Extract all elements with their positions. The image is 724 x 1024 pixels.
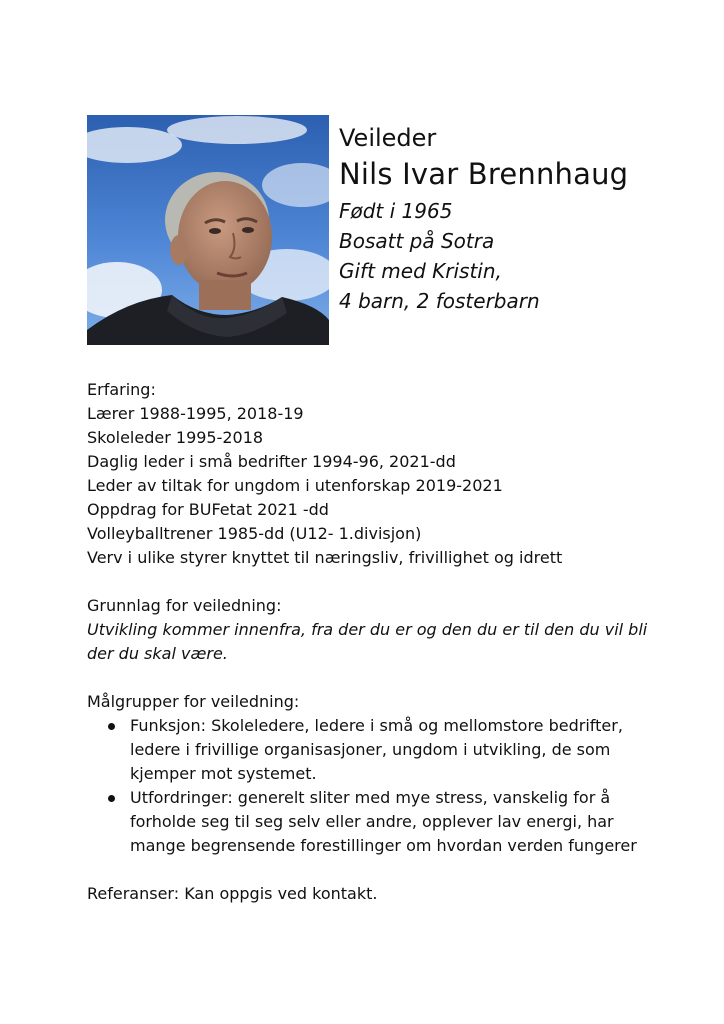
- bullet-icon: [108, 795, 115, 802]
- list-item: [130, 714, 657, 786]
- fact-residence: Bosatt på Sotra: [339, 229, 495, 253]
- target-group-function: Funksjon: Skoleledere, ledere i små og mellomstore bedrifter, ledere i frivillige organisasjoner, ungdom i utvikling, de som kjemper mot systemet.: [130, 716, 623, 783]
- experience-item: Skoleleder 1995-2018: [87, 428, 264, 447]
- bullet-icon: [108, 723, 115, 730]
- spacer: [87, 858, 657, 882]
- spacer: [87, 570, 657, 594]
- list-item: [130, 786, 657, 858]
- spacer: [87, 666, 657, 690]
- experience-item: Leder av tiltak for ungdom i utenforskap 2019-2021: [87, 476, 503, 495]
- experience-item: Lærer 1988-1995, 2018-19: [87, 404, 304, 423]
- role-title: Veileder: [339, 124, 437, 152]
- foundation-statement: Utvikling kommer innenfra, fra der du er og den du er til den du vil bli der du skal være.: [87, 620, 648, 663]
- experience-item: Daglig leder i små bedrifter 1994-96, 2021-dd: [87, 452, 456, 471]
- target-groups-list: [87, 714, 657, 858]
- fact-birth-year: Født i 1965: [339, 199, 453, 223]
- experience-heading: Erfaring:: [87, 380, 156, 399]
- person-name: Nils Ivar Brennhaug: [339, 157, 629, 191]
- experience-list: [87, 402, 657, 570]
- target-group-challenges: Utfordringer: generelt sliter med mye stress, vanskelig for å forholde seg til seg selv eller andre, opplever lav energi, har mange begrensende forestillinger om hvordan verden fungerer: [130, 788, 637, 855]
- personal-facts: [339, 196, 699, 316]
- portrait-photo: [87, 115, 329, 345]
- experience-item: Volleyballtrener 1985-dd (U12- 1.divisjon): [87, 524, 422, 543]
- experience-item: Oppdrag for BUFetat 2021 -dd: [87, 500, 329, 519]
- target-groups-heading: Målgrupper for veiledning:: [87, 692, 300, 711]
- document-body: [87, 378, 657, 906]
- foundation-heading: Grunnlag for veiledning:: [87, 596, 282, 615]
- experience-item: Verv i ulike styrer knyttet til næringsliv, frivillighet og idrett: [87, 548, 563, 567]
- references-text: Referanser: Kan oppgis ved kontakt.: [87, 884, 378, 903]
- fact-marital: Gift med Kristin,: [339, 259, 502, 283]
- fact-children: 4 barn, 2 fosterbarn: [339, 289, 540, 313]
- profile-header: [339, 121, 699, 316]
